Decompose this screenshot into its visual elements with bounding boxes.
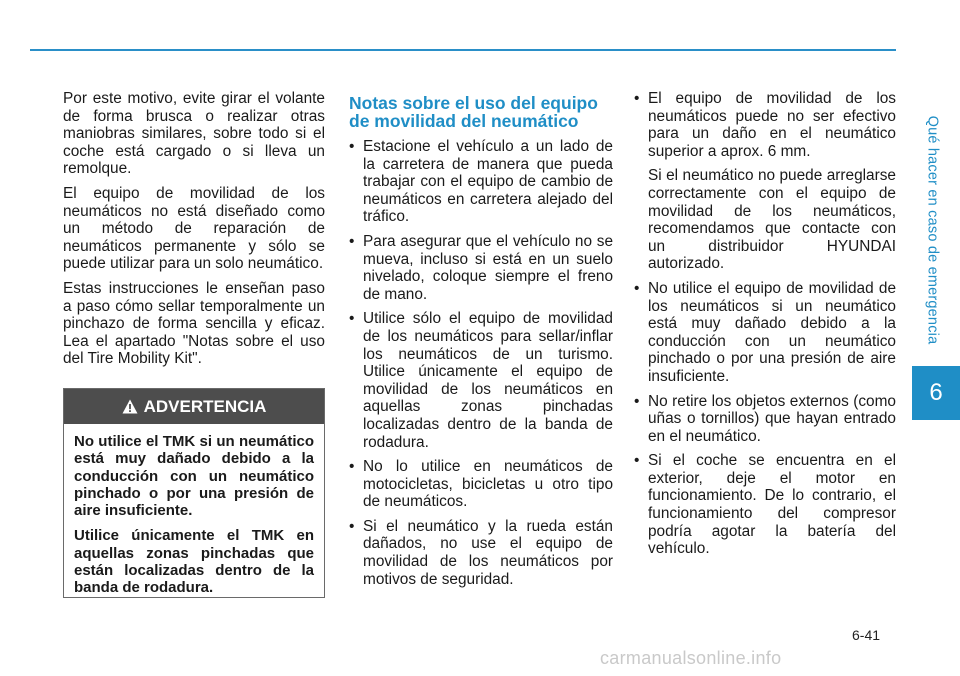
- list-item: • No lo utilice en neumáticos de motocicletas, bicicletas u otro tipo de neumáticos.: [349, 458, 613, 511]
- bullet-list: [634, 90, 896, 558]
- warning-header: [64, 389, 324, 424]
- list-item: • No retire los objetos externos (como uñas o tornillos) que hayan entrado en el neumático.: [634, 393, 896, 446]
- section-title-text: Qué hacer en caso de emergencia: [924, 115, 941, 345]
- chapter-tab: 6: [912, 366, 960, 420]
- warning-box: [63, 388, 325, 598]
- warning-title: ADVERTENCIA: [143, 396, 267, 416]
- section-side-title: [920, 85, 944, 375]
- warning-paragraph: Utilice únicamente el TMK en aquellas zonas pinchadas que están localizadas dentro de la banda de rodadura.: [74, 527, 314, 597]
- list-item: • Utilice sólo el equipo de movilidad de los neumáticos para sellar/inflar los neumáticos de un turismo. Utilice únicamente el equipo de movilidad de los neumáticos en aquellas zonas pinchadas localizadas dentro de la banda de rodadura.: [349, 310, 613, 451]
- list-item: • Estacione el vehículo a un lado de la carretera de manera que pueda trabajar con el equipo de cambio de neumáticos en carretera alejado del tráfico.: [349, 138, 613, 226]
- warning-body: [64, 424, 324, 597]
- paragraph: Estas instrucciones le enseñan paso a paso cómo sellar temporalmente un pinchazo de forma sencilla y eficaz. Lea el apartado "Notas sobre el uso del Tire Mobility Kit".: [63, 279, 325, 368]
- column-3: [634, 90, 896, 565]
- header-rule: [30, 49, 896, 51]
- section-heading: Notas sobre el uso del equipo de movilidad del neumático: [349, 93, 598, 131]
- warning-triangle-icon: [122, 399, 138, 414]
- list-item: • Si el neumático y la rueda están dañados, no use el equipo de movilidad de los neumáticos por motivos de seguridad.: [349, 518, 613, 588]
- list-item-subparagraph: Si el neumático no puede arreglarse correctamente con el equipo de movilidad de los neumáticos, recomendamos que contacte con un distribuidor HYUNDAI autorizado.: [648, 167, 896, 273]
- list-item-text: El equipo de movilidad de los neumáticos puede no ser efectivo para un daño en el neumático superior a aprox. 6 mm.: [648, 90, 896, 160]
- list-item: [634, 90, 896, 273]
- warning-paragraph: No utilice el TMK si un neumático está muy dañado debido a la conducción con un neumático pinchado o por una presión de aire insuficiente.: [74, 433, 314, 520]
- list-item: • Para asegurar que el vehículo no se mueva, incluso si está en un suelo nivelado, coloque siempre el freno de mano.: [349, 233, 613, 303]
- list-item: • Si el coche se encuentra en el exterior, deje el motor en funcionamiento. De lo contrario, el funcionamiento del compresor podría agotar la batería del vehículo.: [634, 452, 896, 558]
- paragraph: Por este motivo, evite girar el volante de forma brusca o realizar otras maniobras similares, sobre todo si el coche está cargado o si lleva un remolque.: [63, 90, 325, 178]
- watermark: carmanualsonline.info: [600, 648, 782, 668]
- bullet-list: [349, 138, 613, 588]
- column-2: [349, 94, 613, 595]
- column-1: [63, 90, 325, 375]
- page-number: 6-41: [852, 627, 881, 643]
- list-item: • No utilice el equipo de movilidad de los neumáticos si un neumático está muy dañado debido a la conducción con un neumático pinchado o por una presión de aire insuficiente.: [634, 280, 896, 386]
- paragraph: El equipo de movilidad de los neumáticos no está diseñado como un método de reparación de neumáticos permanente y sólo se puede utilizar para un solo neumático.: [63, 184, 325, 273]
